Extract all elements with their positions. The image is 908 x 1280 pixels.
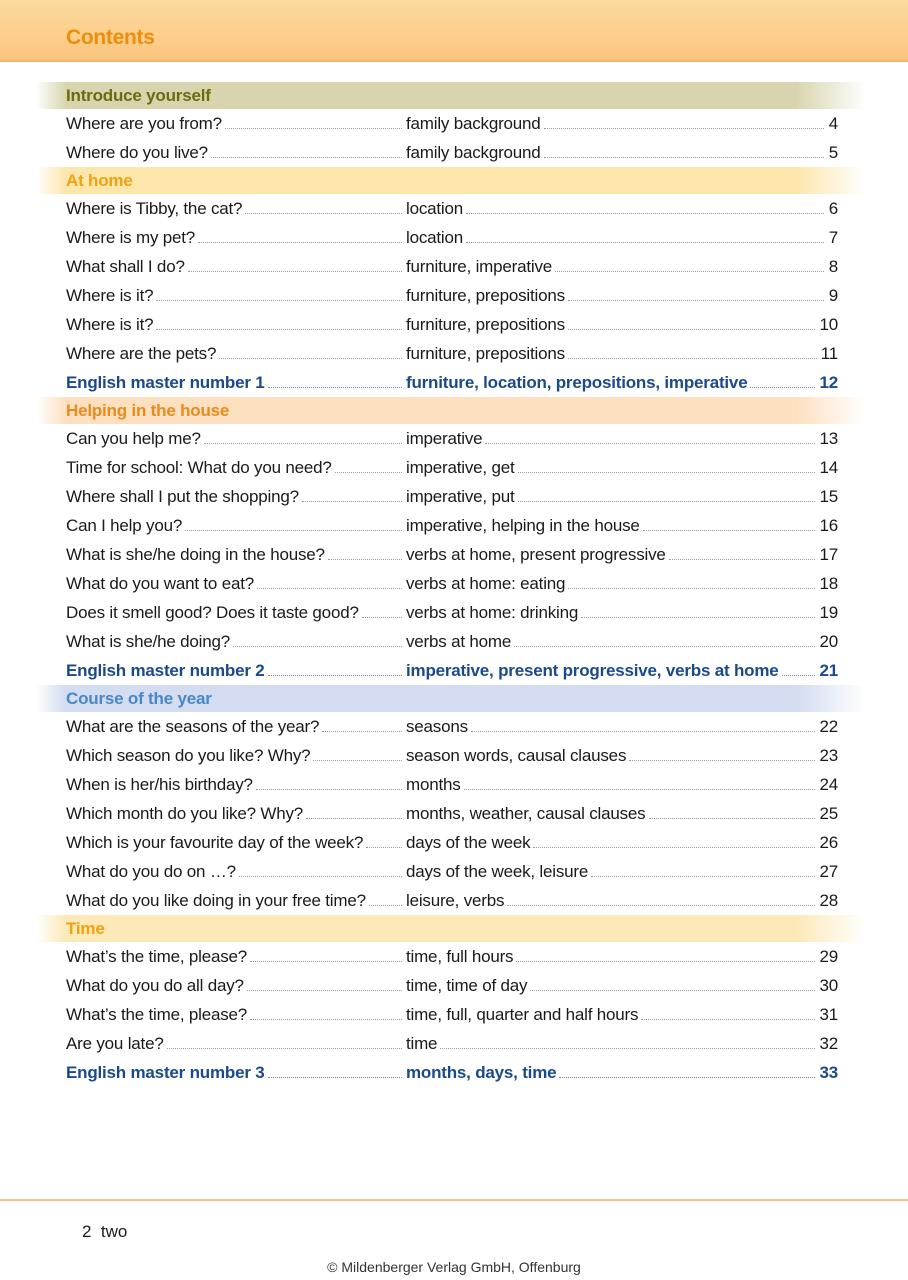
dot-leader bbox=[362, 617, 402, 618]
toc-row[interactable] bbox=[0, 223, 838, 252]
focus-cell bbox=[406, 344, 838, 364]
toc-row[interactable] bbox=[0, 828, 838, 857]
topic-text: When is her/his birthday? bbox=[66, 774, 253, 794]
page-ref: 29 bbox=[819, 946, 838, 966]
topic-cell bbox=[66, 603, 406, 623]
master-row[interactable] bbox=[0, 1058, 838, 1087]
focus-cell bbox=[406, 632, 838, 652]
topic-text: What shall I do? bbox=[66, 256, 185, 276]
focus-text: seasons bbox=[406, 716, 468, 736]
focus-cell bbox=[406, 746, 838, 766]
topic-text: Where do you live? bbox=[66, 142, 208, 162]
page-ref: 18 bbox=[819, 573, 838, 593]
focus-cell bbox=[406, 862, 838, 882]
page-ref: 21 bbox=[819, 660, 838, 680]
section-heading: Helping in the house bbox=[36, 397, 866, 424]
page-number-digit: 2 bbox=[82, 1222, 92, 1241]
dot-leader bbox=[750, 387, 815, 388]
focus-cell bbox=[406, 1034, 838, 1054]
focus-text: time, full, quarter and half hours bbox=[406, 1004, 639, 1024]
dot-leader bbox=[440, 1048, 815, 1049]
section-heading: Introduce yourself bbox=[36, 82, 866, 109]
section-heading: Time bbox=[36, 915, 866, 942]
dot-leader bbox=[485, 443, 815, 444]
topic-cell bbox=[66, 661, 406, 681]
topic-text: English master number 3 bbox=[66, 1062, 265, 1082]
page-ref: 22 bbox=[819, 716, 838, 736]
topic-cell bbox=[66, 717, 406, 737]
dot-leader bbox=[507, 905, 815, 906]
focus-text: imperative, present progressive, verbs at home bbox=[406, 660, 779, 680]
toc-row[interactable] bbox=[0, 482, 838, 511]
dot-leader bbox=[544, 128, 824, 129]
toc-row[interactable] bbox=[0, 712, 838, 741]
focus-cell bbox=[406, 373, 838, 393]
dot-leader bbox=[471, 731, 816, 732]
topic-text: Where is my pet? bbox=[66, 227, 196, 247]
page-ref: 15 bbox=[819, 486, 838, 506]
topic-cell bbox=[66, 804, 406, 824]
dot-leader bbox=[225, 128, 402, 129]
focus-cell bbox=[406, 1005, 838, 1025]
toc-row[interactable] bbox=[0, 741, 838, 770]
dot-leader bbox=[156, 300, 402, 301]
topic-text: What’s the time, please? bbox=[66, 1004, 248, 1024]
focus-cell bbox=[406, 947, 838, 967]
dot-leader bbox=[250, 1019, 402, 1020]
master-row[interactable] bbox=[0, 368, 838, 397]
page-ref: 26 bbox=[819, 832, 838, 852]
focus-text: imperative bbox=[406, 428, 483, 448]
dot-leader bbox=[322, 731, 402, 732]
toc-row[interactable] bbox=[0, 511, 838, 540]
focus-cell bbox=[406, 1063, 838, 1083]
topic-text: Where is it? bbox=[66, 314, 154, 334]
dot-leader bbox=[669, 559, 816, 560]
focus-cell bbox=[406, 574, 838, 594]
toc-row[interactable] bbox=[0, 770, 838, 799]
topic-text: English master number 1 bbox=[66, 372, 265, 392]
dot-leader bbox=[559, 1077, 815, 1078]
focus-cell bbox=[406, 804, 838, 824]
dot-leader bbox=[366, 847, 402, 848]
topic-text: Where is it? bbox=[66, 285, 154, 305]
focus-text: days of the week bbox=[406, 832, 531, 852]
page-ref: 31 bbox=[819, 1004, 838, 1024]
focus-text: months, days, time bbox=[406, 1062, 557, 1082]
topic-cell bbox=[66, 746, 406, 766]
topic-text: What is she/he doing? bbox=[66, 631, 231, 651]
dot-leader bbox=[568, 300, 824, 301]
focus-text: verbs at home, present progressive bbox=[406, 544, 666, 564]
dot-leader bbox=[518, 501, 816, 502]
page-ref: 20 bbox=[819, 631, 838, 651]
dot-leader bbox=[211, 157, 402, 158]
footer-divider bbox=[0, 1199, 908, 1201]
topic-text: What do you do on …? bbox=[66, 861, 236, 881]
dot-leader bbox=[591, 876, 815, 877]
dot-leader bbox=[568, 358, 817, 359]
topic-text: Which is your favourite day of the week? bbox=[66, 832, 364, 852]
topic-text: Does it smell good? Does it taste good? bbox=[66, 602, 359, 622]
dot-leader bbox=[518, 472, 816, 473]
dot-leader bbox=[466, 213, 824, 214]
focus-cell bbox=[406, 315, 838, 335]
focus-text: furniture, prepositions bbox=[406, 343, 565, 363]
focus-text: imperative, put bbox=[406, 486, 515, 506]
focus-cell bbox=[406, 228, 838, 248]
dot-leader bbox=[245, 213, 402, 214]
page-ref: 32 bbox=[819, 1033, 838, 1053]
topic-cell bbox=[66, 143, 406, 163]
dot-leader bbox=[641, 1019, 815, 1020]
dot-leader bbox=[306, 818, 402, 819]
toc-row[interactable] bbox=[0, 138, 838, 167]
topic-text: What do you do all day? bbox=[66, 975, 244, 995]
dot-leader bbox=[313, 760, 402, 761]
toc-row[interactable] bbox=[0, 1029, 838, 1058]
focus-cell bbox=[406, 775, 838, 795]
topic-cell bbox=[66, 947, 406, 967]
focus-text: verbs at home bbox=[406, 631, 512, 651]
dot-leader bbox=[369, 905, 402, 906]
topic-cell bbox=[66, 1034, 406, 1054]
table-of-contents bbox=[0, 82, 908, 1087]
topic-cell bbox=[66, 976, 406, 996]
dot-leader bbox=[268, 675, 402, 676]
topic-text: What is she/he doing in the house? bbox=[66, 544, 325, 564]
toc-row[interactable] bbox=[0, 799, 838, 828]
dot-leader bbox=[268, 387, 402, 388]
focus-text: imperative, helping in the house bbox=[406, 515, 640, 535]
page-number-word: two bbox=[100, 1222, 128, 1241]
focus-cell bbox=[406, 603, 838, 623]
dot-leader bbox=[568, 329, 816, 330]
topic-cell bbox=[66, 833, 406, 853]
focus-text: furniture, prepositions bbox=[406, 285, 565, 305]
page-ref: 28 bbox=[819, 890, 838, 910]
topic-text: Can you help me? bbox=[66, 428, 201, 448]
focus-cell bbox=[406, 661, 838, 681]
page-ref: 10 bbox=[819, 314, 838, 334]
dot-leader bbox=[233, 646, 402, 647]
focus-cell bbox=[406, 143, 838, 163]
focus-cell bbox=[406, 976, 838, 996]
toc-row[interactable] bbox=[0, 1000, 838, 1029]
copyright: © Mildenberger Verlag GmbH, Offenburg bbox=[327, 1259, 581, 1275]
page-ref: 23 bbox=[819, 745, 838, 765]
focus-text: season words, causal clauses bbox=[406, 745, 627, 765]
page-ref: 24 bbox=[819, 774, 838, 794]
page-ref: 5 bbox=[828, 142, 838, 162]
page-ref: 11 bbox=[820, 343, 838, 363]
toc-row[interactable] bbox=[0, 194, 838, 223]
page-ref: 16 bbox=[819, 515, 838, 535]
dot-leader bbox=[464, 789, 816, 790]
focus-cell bbox=[406, 516, 838, 536]
focus-cell bbox=[406, 891, 838, 911]
topic-text: Can I help you? bbox=[66, 515, 183, 535]
dot-leader bbox=[257, 588, 402, 589]
topic-cell bbox=[66, 775, 406, 795]
topic-cell bbox=[66, 286, 406, 306]
page-ref: 17 bbox=[819, 544, 838, 564]
dot-leader bbox=[167, 1048, 402, 1049]
focus-cell bbox=[406, 199, 838, 219]
focus-cell bbox=[406, 257, 838, 277]
toc-row[interactable] bbox=[0, 886, 838, 915]
topic-cell bbox=[66, 1063, 406, 1083]
page-title: Contents bbox=[66, 26, 155, 49]
focus-text: leisure, verbs bbox=[406, 890, 505, 910]
dot-leader bbox=[188, 271, 402, 272]
topic-cell bbox=[66, 891, 406, 911]
topic-text: What do you want to eat? bbox=[66, 573, 254, 593]
topic-text: What’s the time, please? bbox=[66, 946, 248, 966]
page-ref: 6 bbox=[828, 198, 838, 218]
dot-leader bbox=[247, 990, 402, 991]
toc-row[interactable] bbox=[0, 109, 838, 138]
focus-cell bbox=[406, 487, 838, 507]
dot-leader bbox=[629, 760, 815, 761]
toc-row[interactable] bbox=[0, 310, 838, 339]
topic-text: Time for school: What do you need? bbox=[66, 457, 332, 477]
toc-row[interactable] bbox=[0, 453, 838, 482]
dot-leader bbox=[268, 1077, 402, 1078]
page-ref: 33 bbox=[819, 1062, 838, 1082]
master-row[interactable] bbox=[0, 656, 838, 685]
toc-row[interactable] bbox=[0, 424, 838, 453]
toc-row[interactable] bbox=[0, 971, 838, 1000]
focus-text: days of the week, leisure bbox=[406, 861, 589, 881]
focus-text: time bbox=[406, 1033, 438, 1053]
topic-text: Are you late? bbox=[66, 1033, 164, 1053]
topic-text: Which season do you like? Why? bbox=[66, 745, 311, 765]
topic-cell bbox=[66, 373, 406, 393]
topic-text: Which month do you like? Why? bbox=[66, 803, 304, 823]
focus-cell bbox=[406, 833, 838, 853]
topic-cell bbox=[66, 1005, 406, 1025]
page-ref: 30 bbox=[819, 975, 838, 995]
page-ref: 25 bbox=[819, 803, 838, 823]
focus-text: family background bbox=[406, 113, 541, 133]
dot-leader bbox=[219, 358, 402, 359]
focus-text: imperative, get bbox=[406, 457, 515, 477]
dot-leader bbox=[250, 961, 402, 962]
topic-cell bbox=[66, 458, 406, 478]
dot-leader bbox=[302, 501, 402, 502]
section-heading: Course of the year bbox=[36, 685, 866, 712]
focus-cell bbox=[406, 458, 838, 478]
toc-row[interactable] bbox=[0, 627, 838, 656]
page-number bbox=[82, 1222, 127, 1242]
page-ref: 12 bbox=[819, 372, 838, 392]
page-ref: 7 bbox=[828, 227, 838, 247]
dot-leader bbox=[568, 588, 815, 589]
dot-leader bbox=[516, 961, 815, 962]
topic-cell bbox=[66, 257, 406, 277]
topic-text: Where are the pets? bbox=[66, 343, 217, 363]
focus-text: furniture, location, prepositions, imperative bbox=[406, 372, 748, 392]
topic-cell bbox=[66, 862, 406, 882]
topic-cell bbox=[66, 429, 406, 449]
dot-leader bbox=[328, 559, 402, 560]
topic-text: Where is Tibby, the cat? bbox=[66, 198, 243, 218]
dot-leader bbox=[335, 472, 402, 473]
toc-row[interactable] bbox=[0, 540, 838, 569]
dot-leader bbox=[256, 789, 402, 790]
section-heading: At home bbox=[36, 167, 866, 194]
topic-cell bbox=[66, 199, 406, 219]
topic-cell bbox=[66, 315, 406, 335]
page-ref: 13 bbox=[819, 428, 838, 448]
topic-cell bbox=[66, 516, 406, 536]
topic-text: Where shall I put the shopping? bbox=[66, 486, 299, 506]
dot-leader bbox=[782, 675, 816, 676]
dot-leader bbox=[533, 847, 815, 848]
focus-cell bbox=[406, 429, 838, 449]
focus-cell bbox=[406, 545, 838, 565]
focus-text: verbs at home: drinking bbox=[406, 602, 579, 622]
toc-row[interactable] bbox=[0, 252, 838, 281]
focus-cell bbox=[406, 286, 838, 306]
topic-cell bbox=[66, 114, 406, 134]
toc-row[interactable] bbox=[0, 281, 838, 310]
focus-text: months bbox=[406, 774, 461, 794]
topic-text: Where are you from? bbox=[66, 113, 222, 133]
page-ref: 14 bbox=[819, 457, 838, 477]
topic-cell bbox=[66, 487, 406, 507]
dot-leader bbox=[204, 443, 402, 444]
dot-leader bbox=[555, 271, 824, 272]
focus-text: family background bbox=[406, 142, 541, 162]
topic-text: English master number 2 bbox=[66, 660, 265, 680]
topic-cell bbox=[66, 344, 406, 364]
page-ref: 9 bbox=[828, 285, 838, 305]
toc-row[interactable] bbox=[0, 598, 838, 627]
focus-text: months, weather, causal clauses bbox=[406, 803, 646, 823]
topic-cell bbox=[66, 574, 406, 594]
dot-leader bbox=[643, 530, 816, 531]
toc-row[interactable] bbox=[0, 569, 838, 598]
dot-leader bbox=[544, 157, 824, 158]
topic-text: What are the seasons of the year? bbox=[66, 716, 320, 736]
dot-leader bbox=[466, 242, 824, 243]
page-header bbox=[0, 0, 908, 62]
focus-text: location bbox=[406, 198, 463, 218]
dot-leader bbox=[156, 329, 402, 330]
topic-text: What do you like doing in your free time? bbox=[66, 890, 366, 910]
focus-cell bbox=[406, 717, 838, 737]
toc-row[interactable] bbox=[0, 339, 838, 368]
focus-text: location bbox=[406, 227, 463, 247]
dot-leader bbox=[514, 646, 815, 647]
topic-cell bbox=[66, 632, 406, 652]
focus-text: furniture, imperative bbox=[406, 256, 553, 276]
dot-leader bbox=[581, 617, 815, 618]
dot-leader bbox=[530, 990, 815, 991]
page-ref: 27 bbox=[819, 861, 838, 881]
toc-row[interactable] bbox=[0, 942, 838, 971]
dot-leader bbox=[185, 530, 402, 531]
dot-leader bbox=[239, 876, 402, 877]
dot-leader bbox=[198, 242, 402, 243]
page-ref: 19 bbox=[819, 602, 838, 622]
focus-text: verbs at home: eating bbox=[406, 573, 566, 593]
toc-row[interactable] bbox=[0, 857, 838, 886]
focus-text: time, full hours bbox=[406, 946, 514, 966]
topic-cell bbox=[66, 545, 406, 565]
page-ref: 4 bbox=[828, 113, 838, 133]
focus-cell bbox=[406, 114, 838, 134]
topic-cell bbox=[66, 228, 406, 248]
focus-text: time, time of day bbox=[406, 975, 528, 995]
focus-text: furniture, prepositions bbox=[406, 314, 565, 334]
page-ref: 8 bbox=[828, 256, 838, 276]
dot-leader bbox=[649, 818, 816, 819]
